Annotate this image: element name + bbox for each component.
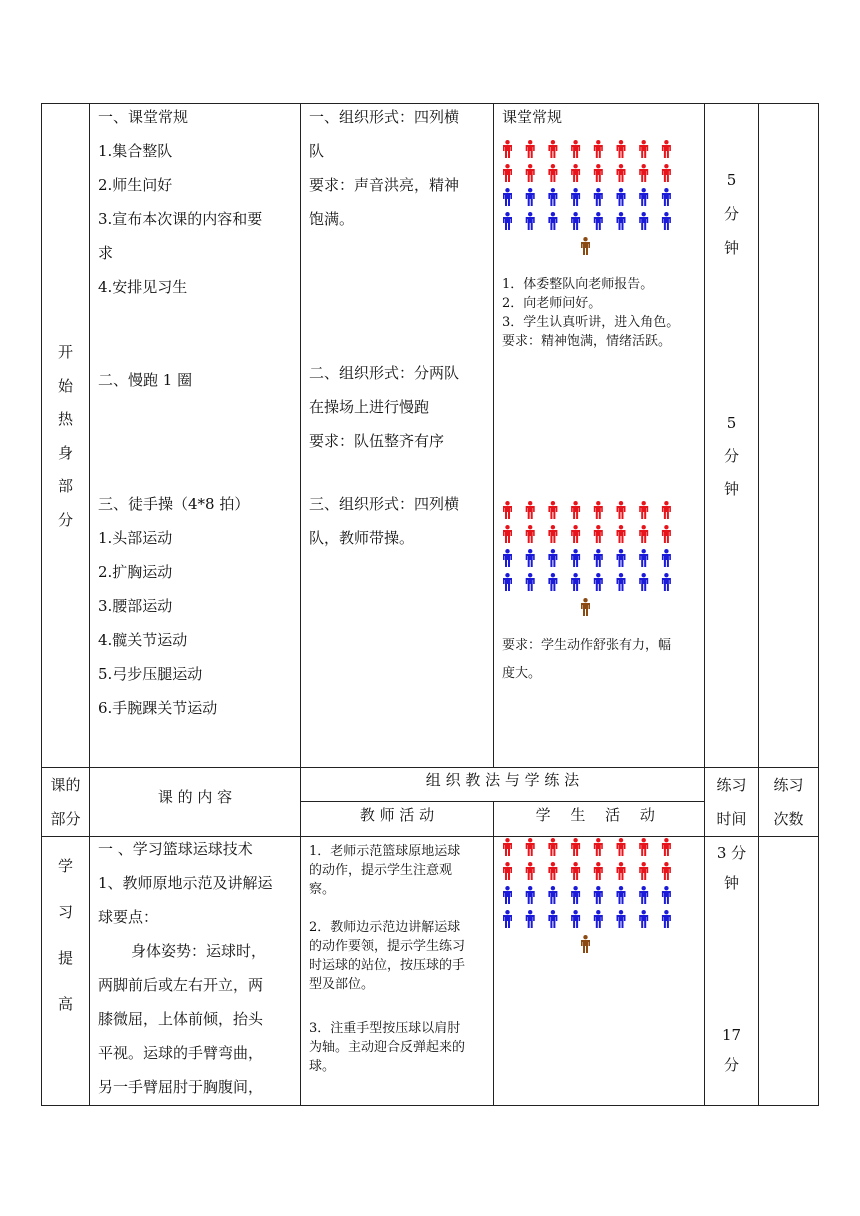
person-icon bbox=[617, 501, 626, 519]
study-time-2 bbox=[705, 1020, 758, 1080]
person-icon bbox=[503, 549, 512, 567]
person-icon bbox=[526, 838, 535, 856]
person-icon bbox=[594, 549, 603, 567]
part-char: 始 bbox=[57, 376, 73, 395]
teacher-line: 型及部位。 bbox=[309, 977, 375, 992]
person-icon bbox=[639, 525, 648, 543]
student-note: 3．学生认真听讲，进入角色。 bbox=[502, 315, 680, 330]
method-line: 二、组织形式：分两队 bbox=[309, 364, 460, 382]
person-icon bbox=[617, 838, 626, 856]
person-icon bbox=[571, 164, 580, 182]
student-note: 度大。 bbox=[502, 666, 542, 681]
formation-diagram bbox=[500, 838, 680, 958]
content-line: 身体姿势：运球时， bbox=[131, 942, 267, 960]
person-icon bbox=[548, 838, 557, 856]
time-text: 5 bbox=[726, 414, 737, 432]
person-icon bbox=[639, 573, 648, 591]
person-icon bbox=[571, 525, 580, 543]
person-icon bbox=[548, 886, 557, 904]
person-icon bbox=[571, 140, 580, 158]
method-line: 队，教师带操。 bbox=[309, 529, 415, 547]
person-icon bbox=[526, 212, 535, 230]
person-icon bbox=[548, 501, 557, 519]
person-icon bbox=[503, 838, 512, 856]
part-char: 高 bbox=[57, 995, 73, 1013]
header-content: 课 的 内 容 bbox=[157, 788, 233, 806]
part-char: 习 bbox=[57, 903, 73, 921]
time-text: 钟 bbox=[723, 874, 739, 892]
study-time-1 bbox=[705, 838, 758, 898]
person-icon bbox=[526, 501, 535, 519]
part-char: 热 bbox=[57, 410, 73, 428]
person-icon bbox=[548, 188, 557, 206]
teacher-line: 3．注重手型按压球以肩肘 bbox=[309, 1021, 461, 1036]
time-text: 分 bbox=[723, 447, 739, 465]
person-icon bbox=[548, 164, 557, 182]
time-text: 分 bbox=[723, 205, 739, 223]
person-icon bbox=[662, 164, 671, 182]
person-icon bbox=[548, 862, 557, 880]
person-icon bbox=[662, 886, 671, 904]
person-icon bbox=[617, 862, 626, 880]
person-icon bbox=[617, 140, 626, 158]
time-text: 分 bbox=[723, 1056, 739, 1074]
person-icon bbox=[639, 140, 648, 158]
content-line: 球要点： bbox=[98, 908, 159, 926]
teacher-icon bbox=[581, 598, 590, 616]
person-icon bbox=[639, 862, 648, 880]
content-line: 4.髋关节运动 bbox=[98, 631, 188, 649]
warmup-time-1 bbox=[705, 163, 758, 265]
part-char: 学 bbox=[57, 857, 73, 875]
person-icon bbox=[662, 549, 671, 567]
person-icon bbox=[503, 862, 512, 880]
teacher-line: 时运球的站位，按压球的手 bbox=[309, 958, 466, 973]
teacher-icon bbox=[581, 935, 590, 953]
person-icon bbox=[503, 164, 512, 182]
person-icon bbox=[548, 140, 557, 158]
person-icon bbox=[526, 549, 535, 567]
person-icon bbox=[594, 188, 603, 206]
person-icon bbox=[571, 188, 580, 206]
content-line: 二、慢跑 1 圈 bbox=[98, 371, 193, 389]
person-icon bbox=[662, 212, 671, 230]
person-icon bbox=[503, 886, 512, 904]
method-line: 要求：声音洪亮，精神 bbox=[309, 176, 460, 194]
teacher-line: 的动作，提示学生注意观 bbox=[309, 863, 453, 878]
person-icon bbox=[617, 886, 626, 904]
person-icon bbox=[662, 188, 671, 206]
content-line: 3.腰部运动 bbox=[98, 597, 173, 615]
person-icon bbox=[548, 910, 557, 928]
person-icon bbox=[662, 573, 671, 591]
content-line: 一、课堂常规 bbox=[98, 108, 189, 126]
part-char: 身 bbox=[57, 443, 73, 462]
person-icon bbox=[526, 164, 535, 182]
person-icon bbox=[639, 501, 648, 519]
person-icon bbox=[662, 501, 671, 519]
person-icon bbox=[526, 862, 535, 880]
person-icon bbox=[571, 910, 580, 928]
warmup-part-label bbox=[42, 336, 89, 537]
content-line: 2.扩胸运动 bbox=[98, 563, 173, 581]
person-icon bbox=[594, 212, 603, 230]
content-line: 膝微屈，上体前倾，抬头 bbox=[98, 1010, 264, 1028]
person-icon bbox=[617, 549, 626, 567]
person-icon bbox=[526, 188, 535, 206]
person-icon bbox=[503, 501, 512, 519]
method-line: 在操场上进行慢跑 bbox=[309, 398, 430, 416]
person-icon bbox=[639, 886, 648, 904]
person-icon bbox=[548, 549, 557, 567]
person-icon bbox=[594, 140, 603, 158]
person-icon bbox=[594, 838, 603, 856]
person-icon bbox=[617, 910, 626, 928]
person-icon bbox=[594, 910, 603, 928]
person-icon bbox=[526, 525, 535, 543]
header-count bbox=[759, 768, 818, 836]
header-method: 组 织 教 法 与 学 练 法 bbox=[425, 771, 580, 789]
method-line: 饱满。 bbox=[309, 210, 355, 228]
person-icon bbox=[617, 188, 626, 206]
header-text: 课的 bbox=[50, 776, 81, 794]
person-icon bbox=[548, 525, 557, 543]
person-icon bbox=[594, 862, 603, 880]
person-icon bbox=[526, 573, 535, 591]
warmup-time-2 bbox=[705, 407, 758, 506]
part-char: 提 bbox=[57, 949, 73, 967]
content-line: 一 、学习篮球运球技术 bbox=[98, 840, 253, 858]
teacher-line: 为轴。主动迎合反弹起来的 bbox=[309, 1040, 466, 1055]
content-line: 三、徒手操（4*8 拍） bbox=[98, 495, 250, 513]
person-icon bbox=[639, 164, 648, 182]
person-icon bbox=[571, 573, 580, 591]
content-line: 2.师生问好 bbox=[98, 176, 173, 194]
person-icon bbox=[503, 525, 512, 543]
content-line: 两脚前后或左右开立，两 bbox=[98, 976, 264, 994]
time-text: 钟 bbox=[723, 239, 739, 257]
method-line: 要求：队伍整齐有序 bbox=[309, 432, 445, 450]
content-line: 另一手臂屈肘于胸腹间， bbox=[98, 1078, 264, 1096]
content-line: 3.宣布本次课的内容和要 bbox=[98, 210, 263, 228]
person-icon bbox=[639, 212, 648, 230]
teacher-line: 球。 bbox=[309, 1059, 336, 1074]
student-title: 课堂常规 bbox=[502, 108, 563, 126]
person-icon bbox=[503, 140, 512, 158]
person-icon bbox=[503, 910, 512, 928]
content-line: 求 bbox=[98, 244, 114, 262]
person-icon bbox=[571, 549, 580, 567]
header-student: 学 生 活 动 bbox=[535, 806, 663, 824]
content-line: 5.弓步压腿运动 bbox=[98, 665, 203, 683]
header-text: 部分 bbox=[50, 810, 81, 828]
person-icon bbox=[617, 212, 626, 230]
person-icon bbox=[548, 212, 557, 230]
teacher-line: 2．教师边示范边讲解运球 bbox=[309, 920, 461, 935]
person-icon bbox=[571, 212, 580, 230]
person-icon bbox=[571, 838, 580, 856]
person-icon bbox=[594, 886, 603, 904]
teacher-icon bbox=[581, 237, 590, 255]
content-line: 6.手腕踝关节运动 bbox=[98, 699, 218, 717]
person-icon bbox=[662, 910, 671, 928]
teacher-line: 察。 bbox=[309, 882, 336, 897]
person-icon bbox=[503, 573, 512, 591]
part-char: 开 bbox=[57, 343, 73, 361]
content-line: 1、教师原地示范及讲解运 bbox=[98, 874, 273, 892]
person-icon bbox=[662, 862, 671, 880]
header-teacher: 教 师 活 动 bbox=[359, 806, 435, 824]
method-line: 三、组织形式：四列横 bbox=[309, 495, 460, 513]
person-icon bbox=[594, 164, 603, 182]
person-icon bbox=[639, 838, 648, 856]
person-icon bbox=[639, 549, 648, 567]
part-char: 部 bbox=[57, 477, 73, 495]
header-text: 次数 bbox=[773, 810, 804, 828]
person-icon bbox=[526, 140, 535, 158]
person-icon bbox=[662, 838, 671, 856]
content-line: 1.集合整队 bbox=[98, 142, 173, 160]
student-note: 1．体委整队向老师报告。 bbox=[502, 277, 654, 292]
content-line: 4.安排见习生 bbox=[98, 278, 188, 296]
header-text: 时间 bbox=[716, 810, 747, 828]
time-text: 17 bbox=[721, 1026, 742, 1044]
person-icon bbox=[617, 525, 626, 543]
content-line: 1.头部运动 bbox=[98, 529, 173, 547]
person-icon bbox=[571, 886, 580, 904]
person-icon bbox=[548, 573, 557, 591]
person-icon bbox=[594, 573, 603, 591]
person-icon bbox=[503, 188, 512, 206]
person-icon bbox=[617, 164, 626, 182]
time-text: 钟 bbox=[723, 480, 739, 498]
method-line: 一、组织形式：四列横 bbox=[309, 108, 460, 126]
student-note: 要求：精神饱满，情绪活跃。 bbox=[502, 334, 672, 349]
header-text: 练习 bbox=[716, 776, 747, 794]
person-icon bbox=[617, 573, 626, 591]
header-text: 练习 bbox=[773, 776, 804, 794]
person-icon bbox=[571, 501, 580, 519]
person-icon bbox=[594, 501, 603, 519]
person-icon bbox=[639, 188, 648, 206]
time-text: 5 bbox=[726, 171, 737, 189]
person-icon bbox=[571, 862, 580, 880]
student-note: 2．向老师问好。 bbox=[502, 296, 602, 311]
student-note: 要求：学生动作舒张有力，幅 bbox=[502, 638, 672, 653]
person-icon bbox=[594, 525, 603, 543]
study-part-label bbox=[42, 843, 89, 1027]
person-icon bbox=[639, 910, 648, 928]
content-line: 平视。运球的手臂弯曲， bbox=[98, 1044, 264, 1062]
formation-diagram bbox=[500, 501, 680, 621]
formation-diagram bbox=[500, 140, 680, 260]
person-icon bbox=[526, 886, 535, 904]
teacher-line: 的动作要领，提示学生练习 bbox=[309, 939, 466, 954]
person-icon bbox=[526, 910, 535, 928]
time-text: 3 分 bbox=[716, 844, 747, 862]
header-part bbox=[42, 768, 89, 836]
teacher-line: 1．老师示范篮球原地运球 bbox=[309, 844, 461, 859]
person-icon bbox=[662, 525, 671, 543]
person-icon bbox=[503, 212, 512, 230]
method-line: 队 bbox=[309, 142, 325, 160]
person-icon bbox=[662, 140, 671, 158]
header-time bbox=[705, 768, 758, 836]
part-char: 分 bbox=[57, 510, 73, 529]
